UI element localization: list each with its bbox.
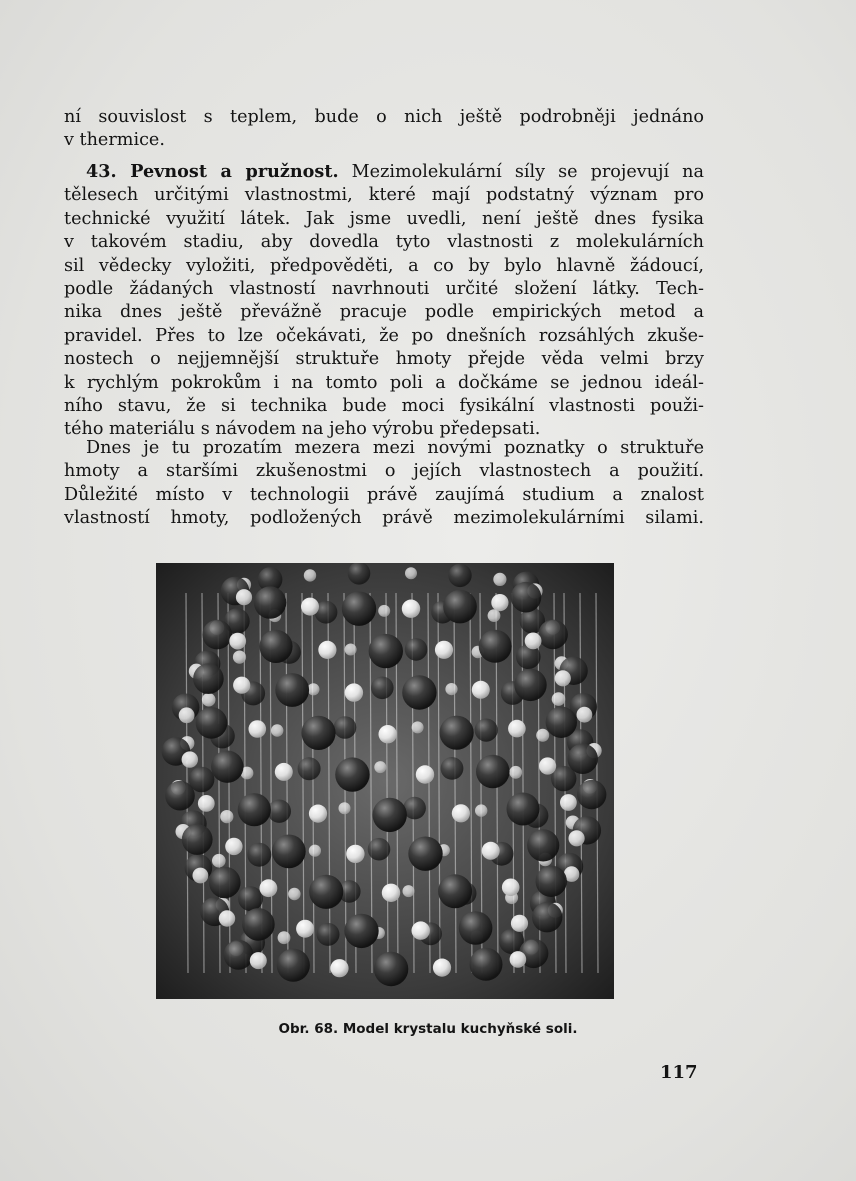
chlorine-ion-ball [196, 707, 228, 739]
sodium-ion-ball [435, 641, 453, 659]
sodium-ion-ball [488, 609, 501, 622]
chlorine-ion-ball [373, 798, 407, 832]
chlorine-ion-ball [475, 719, 498, 742]
sodium-ion-ball [233, 651, 246, 664]
chlorine-ion-ball [301, 716, 335, 750]
chlorine-ion-ball [348, 563, 371, 585]
sodium-ion-ball [346, 845, 364, 863]
chlorine-ion-ball [309, 875, 343, 909]
chlorine-ion-ball [209, 867, 241, 899]
chlorine-ion-ball [441, 757, 464, 780]
text-line: Důležité místo v technologii právě zaujímá studium a znalost [64, 484, 704, 505]
sodium-ion-ball [452, 804, 470, 822]
chlorine-ion-ball [532, 902, 562, 932]
sodium-ion-ball [412, 721, 424, 733]
chlorine-ion-ball [536, 866, 567, 897]
sodium-ion-ball [301, 598, 319, 616]
chlorine-ion-ball [476, 755, 510, 789]
sodium-ion-ball [236, 589, 252, 605]
text-fragment: Mezimolekulární síly se projevují na [351, 162, 705, 182]
chlorine-ion-ball [335, 757, 369, 791]
sodium-ion-ball [182, 751, 198, 767]
sodium-ion-ball [378, 605, 390, 617]
sodium-ion-ball [318, 641, 336, 659]
chlorine-ion-ball [298, 757, 321, 780]
sodium-ion-ball [309, 845, 321, 857]
sodium-ion-ball [508, 720, 526, 738]
sodium-ion-ball [502, 879, 520, 897]
sodium-ion-ball [278, 931, 291, 944]
text-line: k rychlým pokrokům i na tomto poli a dočkáme se jednou ideál- [64, 372, 704, 393]
sodium-ion-ball [382, 884, 400, 902]
chlorine-ion-ball [568, 744, 598, 774]
chlorine-ion-ball [242, 908, 275, 941]
sodium-ion-ball [403, 885, 415, 897]
chlorine-ion-ball [440, 716, 474, 750]
sodium-ion-ball [475, 804, 487, 816]
sodium-ion-ball [433, 959, 451, 977]
chlorine-ion-ball [374, 952, 408, 986]
sodium-ion-ball [193, 868, 209, 884]
chlorine-ion-ball [577, 780, 606, 809]
chlorine-ion-ball [438, 874, 472, 908]
sodium-ion-ball [472, 681, 490, 699]
chlorine-ion-ball [268, 800, 291, 823]
sodium-ion-ball [296, 920, 314, 938]
chlorine-ion-ball [238, 793, 271, 826]
sodium-ion-ball [482, 842, 500, 860]
sodium-ion-ball [339, 802, 351, 814]
sodium-ion-ball [275, 763, 293, 781]
text-line: Dnes je tu prozatím mezera mezi novými poznatky o struktuře [86, 438, 704, 458]
page-number: 117 [660, 1062, 698, 1083]
chlorine-ion-ball [405, 638, 428, 661]
sodium-ion-ball [525, 633, 542, 650]
chlorine-ion-ball [448, 564, 471, 587]
sodium-ion-ball [511, 915, 528, 932]
text-line: technické využití látek. Jak jsme uvedli, není ještě dnes fysika [64, 208, 704, 229]
sodium-ion-ball [271, 724, 283, 736]
chlorine-ion-ball [408, 837, 442, 871]
sodium-ion-ball [233, 677, 250, 694]
sodium-ion-ball [249, 720, 267, 738]
text-line: hmoty a staršími zkušenostmi o jejích vlastnostech a použití. [64, 461, 704, 482]
crystal-model-photo [156, 563, 614, 999]
text-line: sil vědecky vyložiti, předpověděti, a co by bylo hlavně žádoucí, [64, 255, 704, 276]
chlorine-ion-ball [369, 634, 403, 668]
sodium-ion-ball [198, 795, 215, 812]
chlorine-ion-ball [247, 843, 271, 867]
chlorine-ion-ball [344, 914, 378, 948]
sodium-ion-ball [288, 888, 300, 900]
chlorine-ion-ball [514, 669, 546, 701]
sodium-ion-ball [304, 569, 316, 581]
chlorine-ion-ball [443, 590, 477, 624]
chlorine-ion-ball [371, 677, 394, 700]
chlorine-ion-ball [342, 592, 376, 626]
text-line: ního stavu, že si technika bude moci fysikální vlastnosti použi- [64, 396, 704, 417]
text-line: tělesech určitými vlastnostmi, které mají podstatný význam pro [64, 185, 704, 206]
chlorine-ion-ball [254, 586, 286, 618]
sodium-ion-ball [577, 707, 593, 723]
text-line: podle žádaných vlastností navrhnouti určité složení látky. Tech- [64, 279, 704, 300]
text-line: vlastností hmoty, podložených právě mezimolekulárními silami. [64, 508, 704, 529]
chlorine-ion-ball [277, 949, 310, 982]
chlorine-ion-ball [368, 838, 391, 861]
sodium-ion-ball [493, 573, 506, 586]
sodium-ion-ball [412, 921, 430, 939]
text-line: tého materiálu s návodem na jeho výrobu předepsati. [64, 419, 541, 440]
text-line: nika dnes ještě převážně pracuje podle empirických metod a [64, 302, 704, 323]
sodium-ion-ball [445, 683, 457, 695]
chlorine-ion-ball [165, 781, 195, 811]
sodium-ion-ball [552, 692, 566, 706]
chlorine-ion-ball [538, 620, 568, 650]
chlorine-ion-ball [511, 582, 542, 613]
chlorine-ion-ball [470, 948, 503, 981]
salt-crystal-model-image [156, 563, 614, 999]
chlorine-ion-ball [479, 630, 512, 663]
sodium-ion-ball [560, 794, 577, 811]
chlorine-ion-ball [238, 886, 263, 911]
sodium-ion-ball [416, 765, 434, 783]
sodium-ion-ball [491, 594, 508, 611]
sodium-ion-ball [402, 600, 420, 618]
paragraph-gap [64, 437, 704, 531]
chlorine-ion-ball [182, 824, 213, 855]
text-line: v takovém stadiu, aby dovedla tyto vlastnosti z molekulárních [64, 232, 704, 253]
sodium-ion-ball [330, 959, 348, 977]
sodium-ion-ball [374, 761, 386, 773]
chlorine-ion-ball [193, 663, 224, 694]
paragraph-continuation [64, 106, 704, 153]
chlorine-ion-ball [224, 940, 254, 970]
sodium-ion-ball [379, 725, 397, 743]
text-line: pravidel. Přes to lze očekávati, že po dnešních rozsáhlých zkuše- [64, 325, 704, 346]
sodium-ion-ball [569, 830, 585, 846]
chlorine-ion-ball [546, 707, 577, 738]
sodium-ion-ball [250, 952, 267, 969]
sodium-ion-ball [260, 879, 278, 897]
sodium-ion-ball [539, 757, 556, 774]
figure-caption: Obr. 68. Model krystalu kuchyňské soli. [278, 1021, 578, 1037]
chlorine-ion-ball [317, 923, 340, 946]
sodium-ion-ball [212, 854, 226, 868]
sodium-ion-ball [225, 838, 242, 855]
chlorine-ion-ball [272, 835, 306, 869]
sodium-ion-ball [405, 567, 417, 579]
chlorine-ion-ball [459, 911, 493, 945]
text-line [64, 160, 704, 184]
sodium-ion-ball [555, 670, 571, 686]
section-heading: 43. Pevnost a pružnost. [86, 161, 339, 182]
text-line: ní souvislost s teplem, bude o nich ještě podrobněji jednáno [64, 107, 704, 127]
paragraph-strength-elasticity [64, 160, 704, 442]
chlorine-ion-ball [334, 716, 357, 739]
chlorine-ion-ball [211, 751, 243, 783]
sodium-ion-ball [229, 633, 246, 650]
text-line: v thermice. [64, 130, 165, 151]
sodium-ion-ball [219, 910, 235, 926]
sodium-ion-ball [345, 644, 357, 656]
sodium-ion-ball [307, 683, 319, 695]
sodium-ion-ball [179, 707, 195, 723]
chlorine-ion-ball [527, 829, 559, 861]
sodium-ion-ball [509, 766, 522, 779]
chlorine-ion-ball [402, 675, 436, 709]
sodium-ion-ball [220, 810, 233, 823]
chlorine-ion-ball [275, 673, 309, 707]
chlorine-ion-ball [202, 620, 232, 650]
sodium-ion-ball [309, 805, 327, 823]
chlorine-ion-ball [259, 630, 292, 663]
sodium-ion-ball [202, 693, 216, 707]
text-line: nostech o nejjemnější struktuře hmoty přejde věda velmi brzy [64, 349, 704, 370]
chlorine-ion-ball [507, 793, 540, 826]
sodium-ion-ball [345, 683, 363, 701]
sodium-ion-ball [510, 951, 527, 968]
sodium-ion-ball [536, 729, 549, 742]
